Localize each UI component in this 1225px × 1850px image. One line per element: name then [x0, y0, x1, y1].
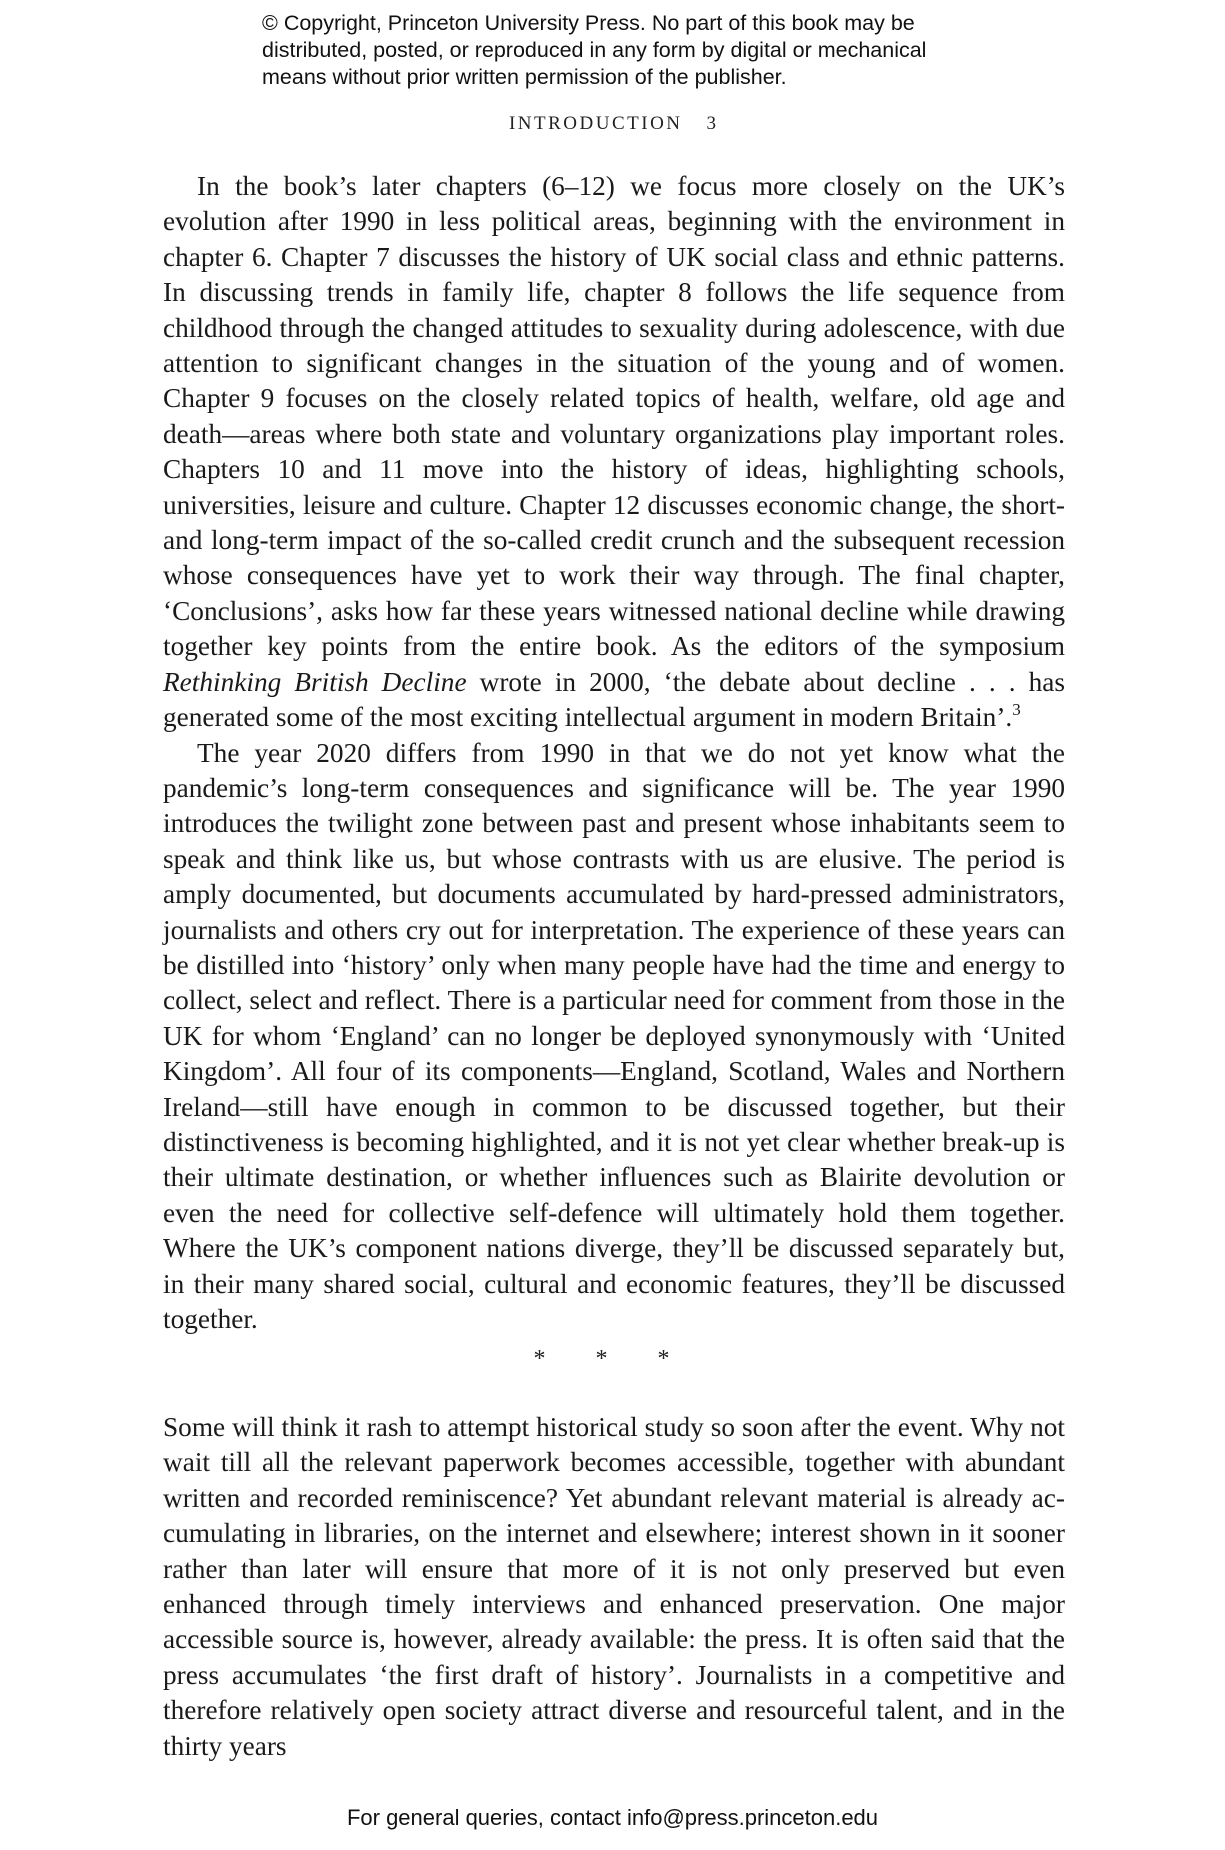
paragraph-chapters-text: In the book’s later chapters (6–12) we focus more closely on the UK’s evolution after 1990 in less political areas, beginning with the environment in chapter 6. Chapter 7 discusses the history of UK social class and ethnic patterns. In discussing trends in family life, chapter 8 follows the life sequence from childhood through the changed attitudes to sexuality during adolescence, with due attention to significant changes in the situation of the young and of women. Chapter 9 focuses on the closely related topics of health, welfare, old age and death—areas where both state and voluntary organizations play important roles. Chapters 10 and 11 move into the history of ideas, highlighting schools, universities, leisure and culture. Chapter 12 discusses economic change, the short- and long-term impact of the so-called credit crunch and the subsequent recession whose consequences have yet to work their way through. The final chapter, ‘Conclusions’, asks how far these years witnessed national decline while drawing together key points from the entire book. As the editors of the symposium	[163, 171, 1065, 662]
copyright-notice	[262, 10, 962, 91]
paragraph-chapters-quote: wrote in 2000, ‘the debate about decline . . . has generated some of the most exciting intellectual argument in modern Britain’.	[163, 666, 1065, 733]
copyright-line-1: © Copyright, Princeton University Press. No part of this book may be	[262, 11, 915, 35]
footnote-reference: 3	[1012, 700, 1021, 720]
running-head-title: INTRODUCTION	[508, 113, 683, 134]
section-break: * * *	[533, 1346, 692, 1372]
copyright-line-3: means without prior written permission of the publisher.	[262, 65, 787, 89]
paragraph-chapters-overview	[163, 169, 1065, 736]
copyright-line-2: distributed, posted, or reproduced in any form by digital or mechanical	[262, 38, 927, 62]
footer-contact: For general queries, contact info@press.princeton.edu	[346, 1805, 879, 1830]
body-text-section-2	[163, 1410, 1065, 1764]
paragraph-year-2020: The year 2020 differs from 1990 in that we do not yet know what the pandemic’s long-term consequences and significance will be. The year 1990 introduces the twilight zone between past and present whose inhabitants seem to speak and think like us, but whose contrasts with us are elusive. The period is amply documented, but documents accumulated by hard-pressed administrators, journalists and others cry out for interpretation. The experience of these years can be distilled into ‘history’ only when many people have had the time and energy to collect, select and reflect. There is a particular need for comment from those in the UK for whom ‘England’ can no longer be deployed synonymously with ‘United Kingdom’. All four of its components—England, Scotland, Wales and Northern Ireland—still have enough in common to be discussed together, but their distinctiveness is becoming highlighted, and it is not yet clear whether break-up is their ultimate destination, or whether influences such as Blairite devolution or even the need for collective self-defence will ultimately hold them together. Where the UK’s component nations diverge, they’ll be discussed separately but, in their many shared social, cultural and economic features, they’ll be discussed together.	[163, 737, 1065, 1334]
book-title-italic: Rethinking British Decline	[163, 666, 467, 697]
running-head	[0, 113, 1225, 135]
paragraph-historical-study: Some will think it rash to attempt historical study so soon after the event. Why not wait till all the relevant paperwork becomes accessible, together with abundant written and recorded reminiscence? Yet abundant relevant material is already accumulating in libraries, on the internet and elsewhere; interest shown in it sooner rather than later will ensure that more of it is not only preserved but even enhanced through timely interviews and enhanced preservation. One major accessible source is, however, already available: the press. It is often said that the press accumulates ‘the first draft of history’. Journalists in a competitive and therefore relatively open society attract diverse and resourceful talent, and in the thirty years	[163, 1412, 1065, 1761]
page-number: 3	[706, 113, 717, 134]
body-text	[163, 169, 1065, 1337]
